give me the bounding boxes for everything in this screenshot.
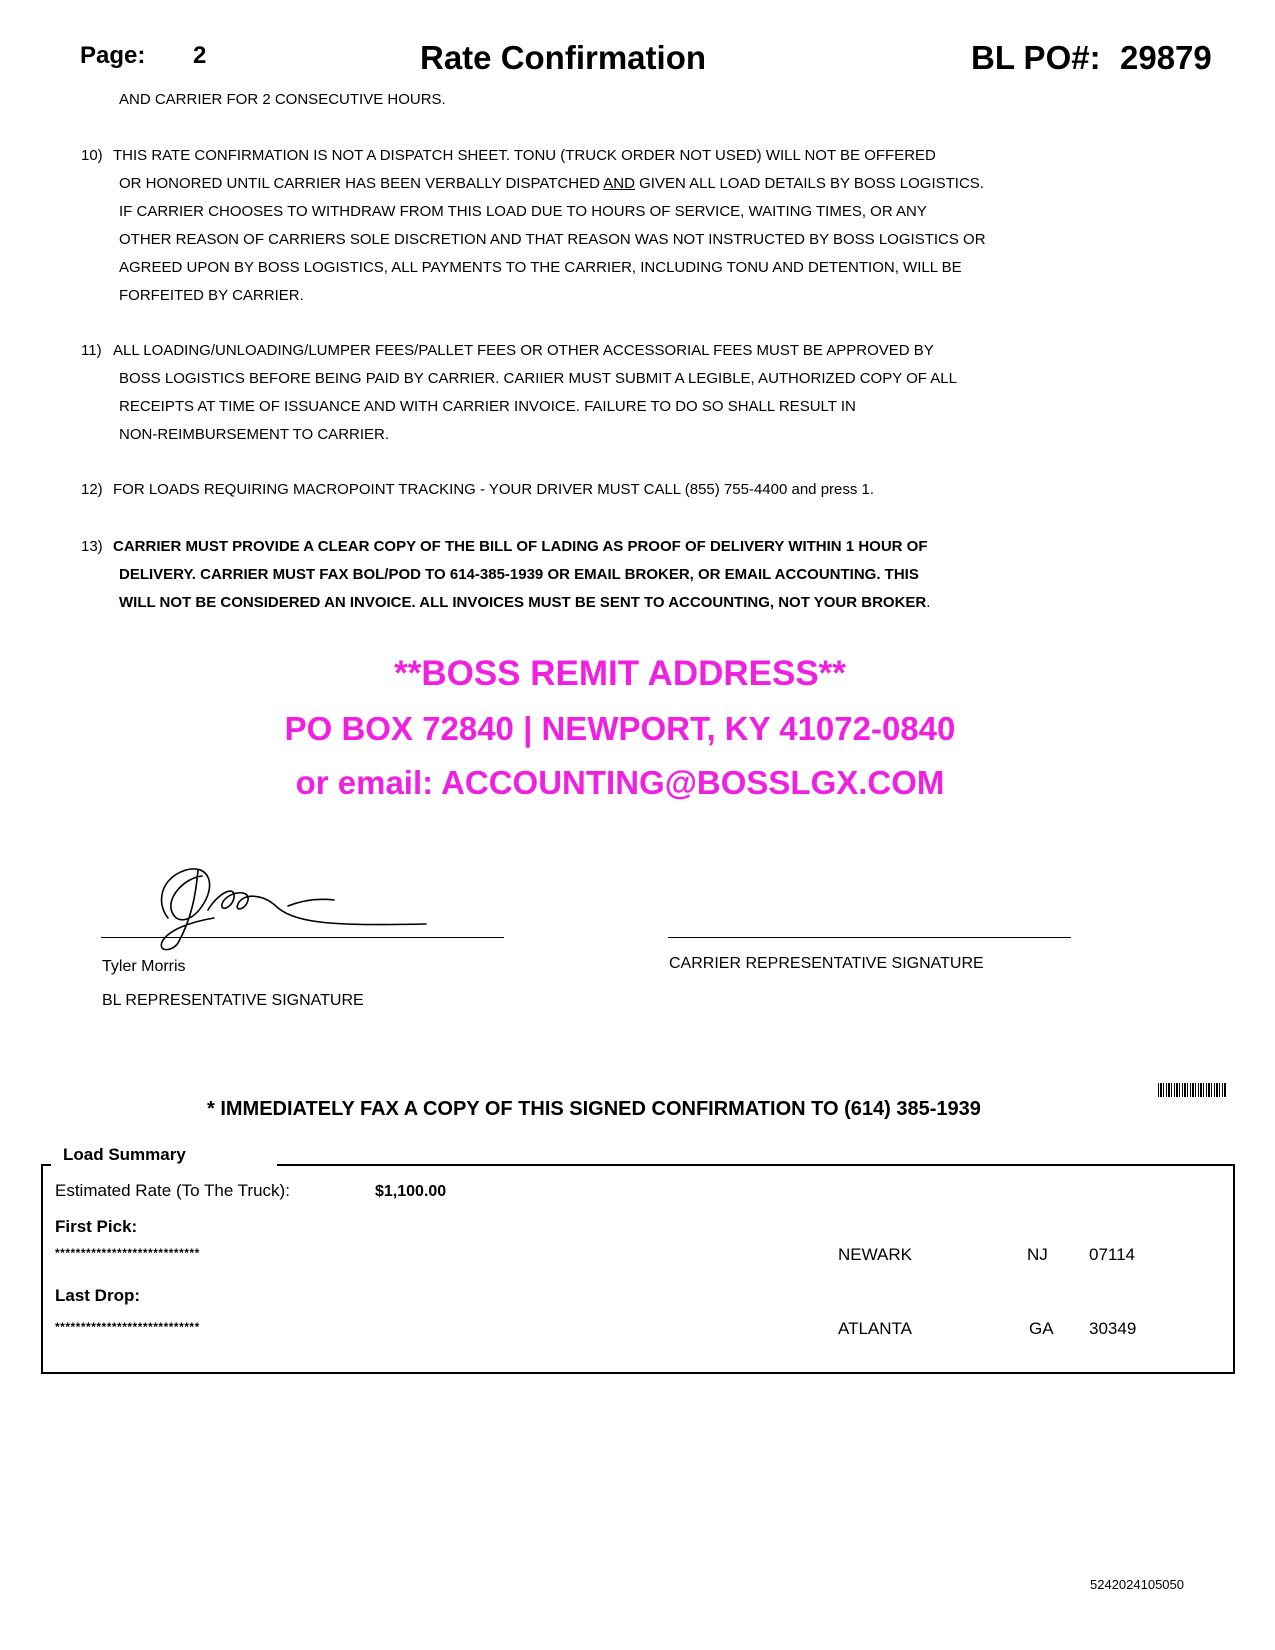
- underlined-and: AND: [603, 175, 635, 192]
- term-line: OR HONORED UNTIL CARRIER HAS BEEN VERBALLY DISPATCHED AND GIVEN ALL LOAD DETAILS BY BOSS LOGISTICS.: [119, 175, 984, 192]
- rate-label: Estimated Rate (To The Truck):: [55, 1181, 290, 1200]
- term-line: FOR LOADS REQUIRING MACROPOINT TRACKING - YOUR DRIVER MUST CALL (855) 755-4400 and press 1.: [113, 481, 875, 498]
- term-line: NON-REIMBURSEMENT TO CARRIER.: [119, 426, 390, 443]
- term-line: ALL LOADING/UNLOADING/LUMPER FEES/PALLET FEES OR OTHER ACCESSORIAL FEES MUST BE APPROVED BY: [113, 342, 934, 359]
- carrier-signature-label: CARRIER REPRESENTATIVE SIGNATURE: [669, 955, 984, 972]
- remit-email: or email: ACCOUNTING@BOSSLGX.COM: [295, 764, 945, 801]
- term-line: RECEIPTS AT TIME OF ISSUANCE AND WITH CARRIER INVOICE. FAILURE TO DO SO SHALL RESULT IN: [119, 398, 856, 415]
- po-number: 29879: [1120, 39, 1212, 76]
- term-line: CARRIER MUST PROVIDE A CLEAR COPY OF THE BILL OF LADING AS PROOF OF DELIVERY WITHIN 1 HOUR OF: [113, 538, 928, 555]
- term-line: OTHER REASON OF CARRIERS SOLE DISCRETION AND THAT REASON WAS NOT INSTRUCTED BY BOSS LOGISTICS OR: [119, 231, 986, 248]
- term-line: DELIVERY. CARRIER MUST FAX BOL/POD TO 614-385-1939 OR EMAIL BROKER, OR EMAIL ACCOUNTING. THIS: [119, 566, 919, 583]
- term-number: 13): [81, 538, 103, 555]
- bl-representative-name: Tyler Morris: [102, 958, 186, 975]
- first-pick-label: First Pick:: [55, 1217, 138, 1236]
- term-line: BOSS LOGISTICS BEFORE BEING PAID BY CARRIER. CARIIER MUST SUBMIT A LEGIBLE, AUTHORIZED COPY OF ALL: [119, 370, 957, 387]
- term-line: IF CARRIER CHOOSES TO WITHDRAW FROM THIS LOAD DUE TO HOURS OF SERVICE, WAITING TIMES, OR ANY: [119, 203, 927, 220]
- term-10: [81, 142, 986, 310]
- continuation-line: AND CARRIER FOR 2 CONSECUTIVE HOURS.: [119, 91, 446, 108]
- signature-image: [138, 848, 438, 958]
- document-title: Rate Confirmation: [420, 39, 707, 76]
- first-pick-city: NEWARK: [838, 1245, 912, 1264]
- bl-signature-label: BL REPRESENTATIVE SIGNATURE: [102, 992, 364, 1009]
- last-drop-state: GA: [1029, 1319, 1054, 1338]
- page-number: 2: [193, 42, 207, 69]
- term-line: FORFEITED BY CARRIER.: [119, 287, 304, 304]
- last-drop-city: ATLANTA: [838, 1319, 912, 1338]
- term-line: AGREED UPON BY BOSS LOGISTICS, ALL PAYMENTS TO THE CARRIER, INCLUDING TONU AND DETENTION, WILL BE: [119, 259, 962, 276]
- fax-notice: * IMMEDIATELY FAX A COPY OF THIS SIGNED CONFIRMATION TO (614) 385-1939: [207, 1098, 981, 1120]
- term-line: WILL NOT BE CONSIDERED AN INVOICE. ALL INVOICES MUST BE SENT TO ACCOUNTING, NOT YOUR BROKER.: [119, 594, 931, 611]
- term-number: 12): [81, 481, 103, 498]
- page-label: Page:: [80, 42, 146, 69]
- bl-signature-line: [101, 937, 504, 938]
- term-number: 11): [81, 342, 102, 359]
- term-line: THIS RATE CONFIRMATION IS NOT A DISPATCH SHEET. TONU (TRUCK ORDER NOT USED) WILL NOT BE OFFERED: [113, 147, 936, 164]
- barcode: [1158, 1083, 1226, 1097]
- po-label: BL PO#:: [971, 39, 1101, 76]
- first-pick-state: NJ: [1027, 1245, 1048, 1264]
- last-drop-label: Last Drop:: [55, 1286, 140, 1305]
- remit-heading: **BOSS REMIT ADDRESS**: [394, 654, 846, 693]
- term-13: [81, 533, 930, 617]
- term-number: 10): [81, 147, 103, 164]
- first-pick-masked: ****************************: [55, 1246, 200, 1260]
- last-drop-masked: ****************************: [55, 1320, 200, 1334]
- term-11: [81, 337, 957, 449]
- rate-value: $1,100.00: [375, 1183, 447, 1200]
- term-12: [81, 476, 874, 504]
- first-pick-zip: 07114: [1089, 1245, 1136, 1264]
- carrier-signature-line: [668, 937, 1071, 938]
- remit-address: PO BOX 72840 | NEWPORT, KY 41072-0840: [284, 710, 956, 747]
- last-drop-zip: 30349: [1089, 1319, 1137, 1338]
- document-id: 5242024105050: [1090, 1577, 1184, 1592]
- load-summary-title: Load Summary: [63, 1145, 186, 1164]
